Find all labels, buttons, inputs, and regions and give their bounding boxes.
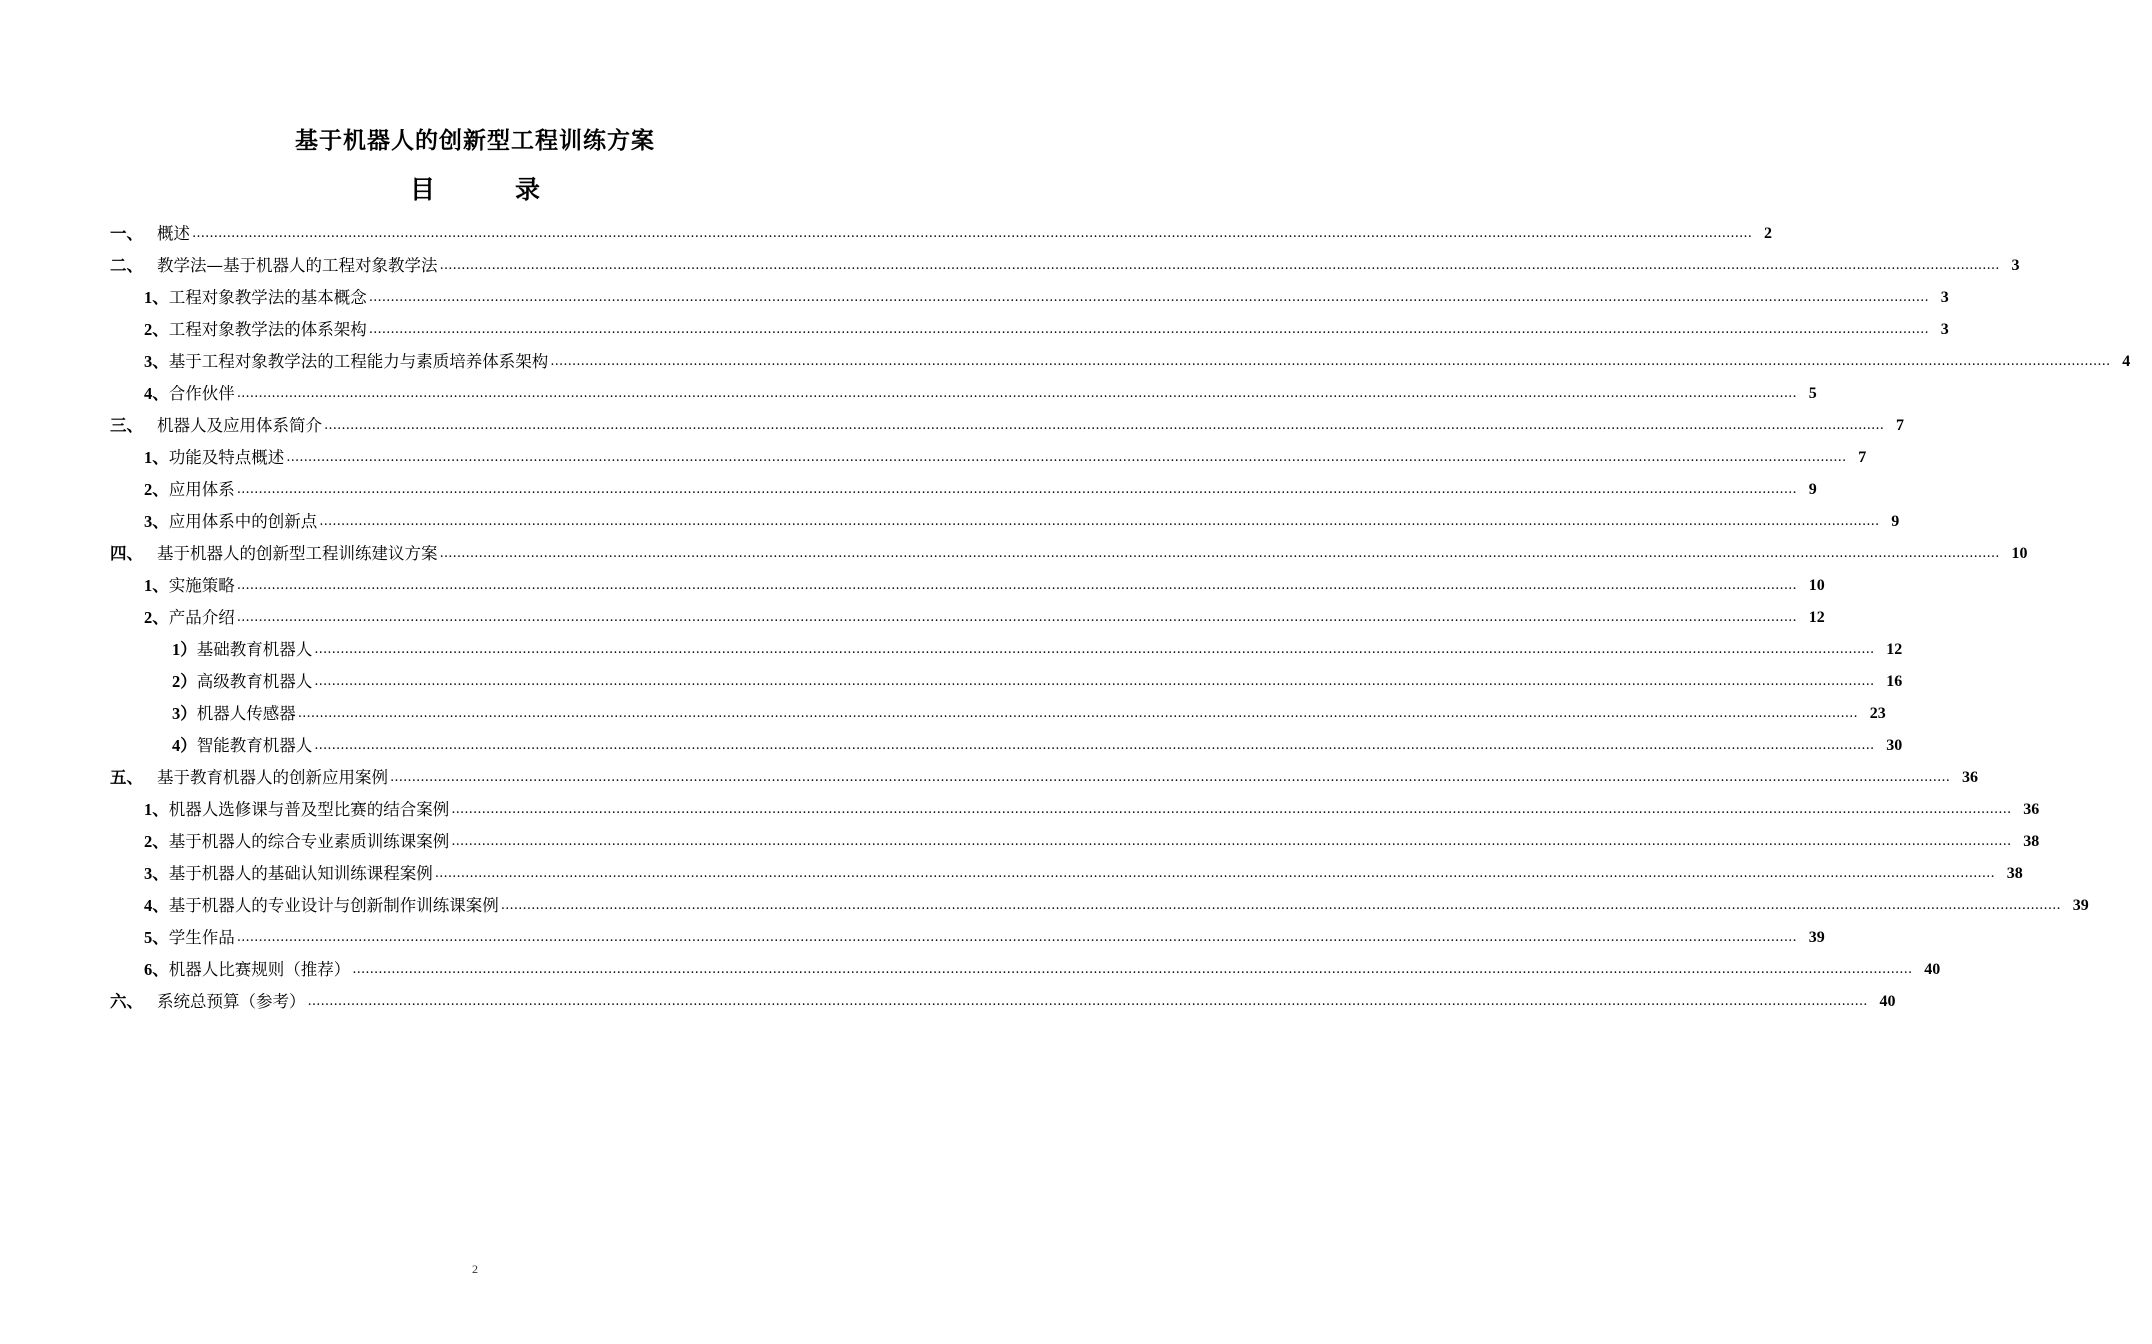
- toc-entry-text: 合作伙伴: [168, 384, 235, 403]
- toc-dot-leader: ………………………………………………………………………………………………………………………………………………………………………………………………………………………………………………………………………………………………………………………………: [390, 770, 1950, 785]
- toc-entry[interactable]: [110, 570, 1825, 602]
- toc-entry-text: 工程对象教学法的基本概念: [168, 288, 367, 307]
- toc-entry[interactable]: [110, 410, 1904, 442]
- toc-entry-number: 六、: [110, 992, 143, 1011]
- toc-entry-text: 机器人及应用体系简介: [157, 416, 322, 435]
- toc-dot-leader: ………………………………………………………………………………………………………………………………………………………………………………………………………………………………………………………………………………………………………………………………: [500, 898, 2061, 913]
- toc-entry-page: 7: [1896, 417, 1904, 434]
- toc-dot-leader: ………………………………………………………………………………………………………………………………………………………………………………………………………………………………………………………………………………………………………………………………: [314, 738, 1875, 753]
- toc-entry-page: 30: [1886, 737, 1903, 754]
- toc-entry-number: 1、: [144, 800, 169, 819]
- toc-entry-page: 3: [1940, 289, 1949, 306]
- toc-entry[interactable]: [110, 954, 1941, 986]
- toc-entry-number: 1、: [144, 288, 169, 307]
- toc-entry-text: 基于教育机器人的创新应用案例: [157, 768, 388, 787]
- toc-dot-leader: ………………………………………………………………………………………………………………………………………………………………………………………………………………………………………………………………………………………………………………………………: [368, 290, 1929, 305]
- toc-entry-text: 基于机器人的创新型工程训练建议方案: [157, 544, 438, 563]
- toc-entry-page: 36: [1962, 769, 1978, 786]
- toc-dot-leader: ………………………………………………………………………………………………………………………………………………………………………………………………………………………………………………………………………………………………………………………………: [451, 834, 2012, 849]
- toc-entry-page: 10: [1808, 577, 1825, 594]
- toc-entry-number: 2、: [144, 480, 169, 499]
- toc-entry[interactable]: [110, 442, 1867, 474]
- toc-dot-leader: ………………………………………………………………………………………………………………………………………………………………………………………………………………………………………………………………………………………………………………………………: [236, 482, 1797, 497]
- toc-entry[interactable]: [110, 538, 2028, 570]
- toc-entry-number: 1、: [144, 576, 169, 595]
- toc-dot-leader: ………………………………………………………………………………………………………………………………………………………………………………………………………………………………………………………………………………………………………………………………: [236, 578, 1797, 593]
- toc-dot-leader: ………………………………………………………………………………………………………………………………………………………………………………………………………………………………………………………………………………………………………………………………: [314, 674, 1875, 689]
- toc-entry-text: 实施策略: [168, 576, 235, 595]
- toc-entry-number: 一、: [110, 224, 143, 243]
- toc-dot-leader: ………………………………………………………………………………………………………………………………………………………………………………………………………………………………………………………………………………………………………………………………: [286, 450, 1847, 465]
- toc-entry-number: 4）: [172, 736, 197, 755]
- toc-entry-text: 基于机器人的专业设计与创新制作训练课案例: [168, 896, 499, 915]
- toc-entry-number: 3）: [172, 704, 197, 723]
- toc-entry-page: 7: [1858, 449, 1867, 466]
- toc-dot-leader: ………………………………………………………………………………………………………………………………………………………………………………………………………………………………………………………………………………………………………………………………: [439, 258, 2000, 273]
- toc-entry-page: 39: [1808, 929, 1825, 946]
- toc-heading-char: 目: [409, 175, 435, 204]
- toc-dot-leader: ………………………………………………………………………………………………………………………………………………………………………………………………………………………………………………………………………………………………………………………………: [550, 354, 2111, 369]
- toc-entry-page: 9: [1891, 513, 1900, 530]
- toc-entry-number: 4、: [144, 384, 169, 403]
- toc-entry[interactable]: [110, 346, 2131, 378]
- toc-entry-number: 1、: [144, 448, 169, 467]
- toc-entry-number: 2、: [144, 320, 169, 339]
- toc-entry-text: 应用体系: [168, 480, 235, 499]
- toc-entry-page: 23: [1869, 705, 1886, 722]
- toc-dot-leader: ………………………………………………………………………………………………………………………………………………………………………………………………………………………………………………………………………………………………………………………………: [451, 802, 2012, 817]
- toc-entry[interactable]: [110, 602, 1825, 634]
- toc-dot-leader: ………………………………………………………………………………………………………………………………………………………………………………………………………………………………………………………………………………………………………………………………: [236, 610, 1797, 625]
- toc-entry-number: 3、: [144, 512, 169, 531]
- toc-entry[interactable]: [110, 858, 2023, 890]
- toc-dot-leader: ………………………………………………………………………………………………………………………………………………………………………………………………………………………………………………………………………………………………………………………………: [434, 866, 1995, 881]
- document-title: 基于机器人的创新型工程训练方案: [295, 127, 655, 154]
- toc-entry-number: 1）: [172, 640, 197, 659]
- toc-heading-char: 录: [515, 175, 541, 204]
- toc-dot-leader: ………………………………………………………………………………………………………………………………………………………………………………………………………………………………………………………………………………………………………………………………: [314, 642, 1875, 657]
- toc-entry-text: 功能及特点概述: [168, 448, 285, 467]
- toc-entry[interactable]: [110, 794, 2040, 826]
- toc-dot-leader: ………………………………………………………………………………………………………………………………………………………………………………………………………………………………………………………………………………………………………………………………: [352, 962, 1913, 977]
- toc-entry-text: 产品介绍: [168, 608, 235, 627]
- toc-entry-page: 10: [2011, 545, 2028, 562]
- toc-entry[interactable]: [110, 506, 1900, 538]
- toc-entry-number: 3、: [144, 864, 169, 883]
- toc-entry[interactable]: [110, 218, 1772, 250]
- toc-entry-page: 3: [1940, 321, 1949, 338]
- toc-entry-page: 5: [1808, 385, 1817, 402]
- toc-entry[interactable]: [110, 282, 1949, 314]
- toc-entry-text: 教学法—基于机器人的工程对象教学法: [157, 256, 438, 275]
- toc-entry-page: 3: [2011, 257, 2020, 274]
- toc-entry-page: 39: [2072, 897, 2089, 914]
- toc-entry-text: 工程对象教学法的体系架构: [168, 320, 367, 339]
- toc-entry-page: 12: [1886, 641, 1903, 658]
- toc-entry-number: 2、: [144, 832, 169, 851]
- toc-dot-leader: ………………………………………………………………………………………………………………………………………………………………………………………………………………………………………………………………………………………………………………………………: [439, 546, 2000, 561]
- toc-entry[interactable]: [110, 890, 2089, 922]
- toc-dot-leader: ………………………………………………………………………………………………………………………………………………………………………………………………………………………………………………………………………………………………………………………………: [319, 514, 1880, 529]
- toc-entry-text: 基础教育机器人: [196, 640, 313, 659]
- toc-dot-leader: ………………………………………………………………………………………………………………………………………………………………………………………………………………………………………………………………………………………………………………………………: [368, 322, 1929, 337]
- toc-entry-page: 40: [1924, 961, 1941, 978]
- toc-entry-text: 基于机器人的基础认知训练课程案例: [168, 864, 433, 883]
- toc-entry-number: 四、: [110, 544, 143, 563]
- toc-dot-leader: ………………………………………………………………………………………………………………………………………………………………………………………………………………………………………………………………………………………………………………………………: [236, 930, 1797, 945]
- toc-entry-number: 五、: [110, 768, 143, 787]
- toc-entry-page: 4: [2122, 353, 2131, 370]
- toc-dot-leader: ………………………………………………………………………………………………………………………………………………………………………………………………………………………………………………………………………………………………………………………………: [192, 226, 1752, 241]
- table-of-contents: [110, 218, 2131, 1018]
- toc-entry-number: 4、: [144, 896, 169, 915]
- toc-entry[interactable]: [110, 762, 1978, 794]
- toc-entry-page: 16: [1886, 673, 1903, 690]
- toc-entry-page: 12: [1808, 609, 1825, 626]
- toc-entry[interactable]: [110, 314, 1949, 346]
- toc-entry-number: 2）: [172, 672, 197, 691]
- toc-entry-number: 二、: [110, 256, 143, 275]
- toc-dot-leader: ………………………………………………………………………………………………………………………………………………………………………………………………………………………………………………………………………………………………………………………………: [307, 994, 1868, 1009]
- toc-dot-leader: ………………………………………………………………………………………………………………………………………………………………………………………………………………………………………………………………………………………………………………………………: [324, 418, 1884, 433]
- toc-entry[interactable]: [110, 666, 1903, 698]
- footer-page-number: 2: [472, 1262, 478, 1276]
- toc-dot-leader: ………………………………………………………………………………………………………………………………………………………………………………………………………………………………………………………………………………………………………………………………: [297, 706, 1858, 721]
- toc-entry[interactable]: [110, 698, 1886, 730]
- toc-entry-text: 机器人传感器: [196, 704, 296, 723]
- toc-entry-page: 2: [1764, 225, 1772, 242]
- toc-entry-text: 基于机器人的综合专业素质训练课案例: [168, 832, 450, 851]
- toc-entry-number: 三、: [110, 416, 143, 435]
- toc-entry-text: 高级教育机器人: [196, 672, 313, 691]
- toc-entry-page: 38: [2023, 833, 2040, 850]
- toc-entry-text: 学生作品: [168, 928, 235, 947]
- toc-entry-text: 智能教育机器人: [196, 736, 313, 755]
- toc-entry-page: 40: [1879, 993, 1896, 1010]
- toc-entry-number: 3、: [144, 352, 169, 371]
- toc-entry-text: 系统总预算（参考）: [157, 992, 306, 1011]
- toc-entry[interactable]: [110, 730, 1903, 762]
- toc-entry-text: 基于工程对象教学法的工程能力与素质培养体系架构: [168, 352, 549, 371]
- toc-entry-number: 2、: [144, 608, 169, 627]
- toc-entry[interactable]: [110, 378, 1817, 410]
- toc-entry[interactable]: [110, 826, 2040, 858]
- toc-entry-number: 5、: [144, 928, 169, 947]
- toc-entry-number: 6、: [144, 960, 169, 979]
- toc-entry[interactable]: [110, 634, 1903, 666]
- toc-entry-page: 38: [2006, 865, 2023, 882]
- toc-entry-text: 应用体系中的创新点: [168, 512, 318, 531]
- toc-entry[interactable]: [110, 986, 1896, 1018]
- toc-entry-page: 9: [1808, 481, 1817, 498]
- toc-entry-text: 机器人比赛规则（推荐）: [168, 960, 351, 979]
- toc-entry-text: 概述: [157, 224, 190, 243]
- toc-entry[interactable]: [110, 474, 1817, 506]
- toc-entry-text: 机器人选修课与普及型比赛的结合案例: [168, 800, 450, 819]
- toc-heading: [0, 172, 950, 208]
- toc-entry[interactable]: [110, 922, 1825, 954]
- toc-entry-page: 36: [2023, 801, 2040, 818]
- toc-entry[interactable]: [110, 250, 2020, 282]
- toc-dot-leader: ………………………………………………………………………………………………………………………………………………………………………………………………………………………………………………………………………………………………………………………………: [236, 386, 1797, 401]
